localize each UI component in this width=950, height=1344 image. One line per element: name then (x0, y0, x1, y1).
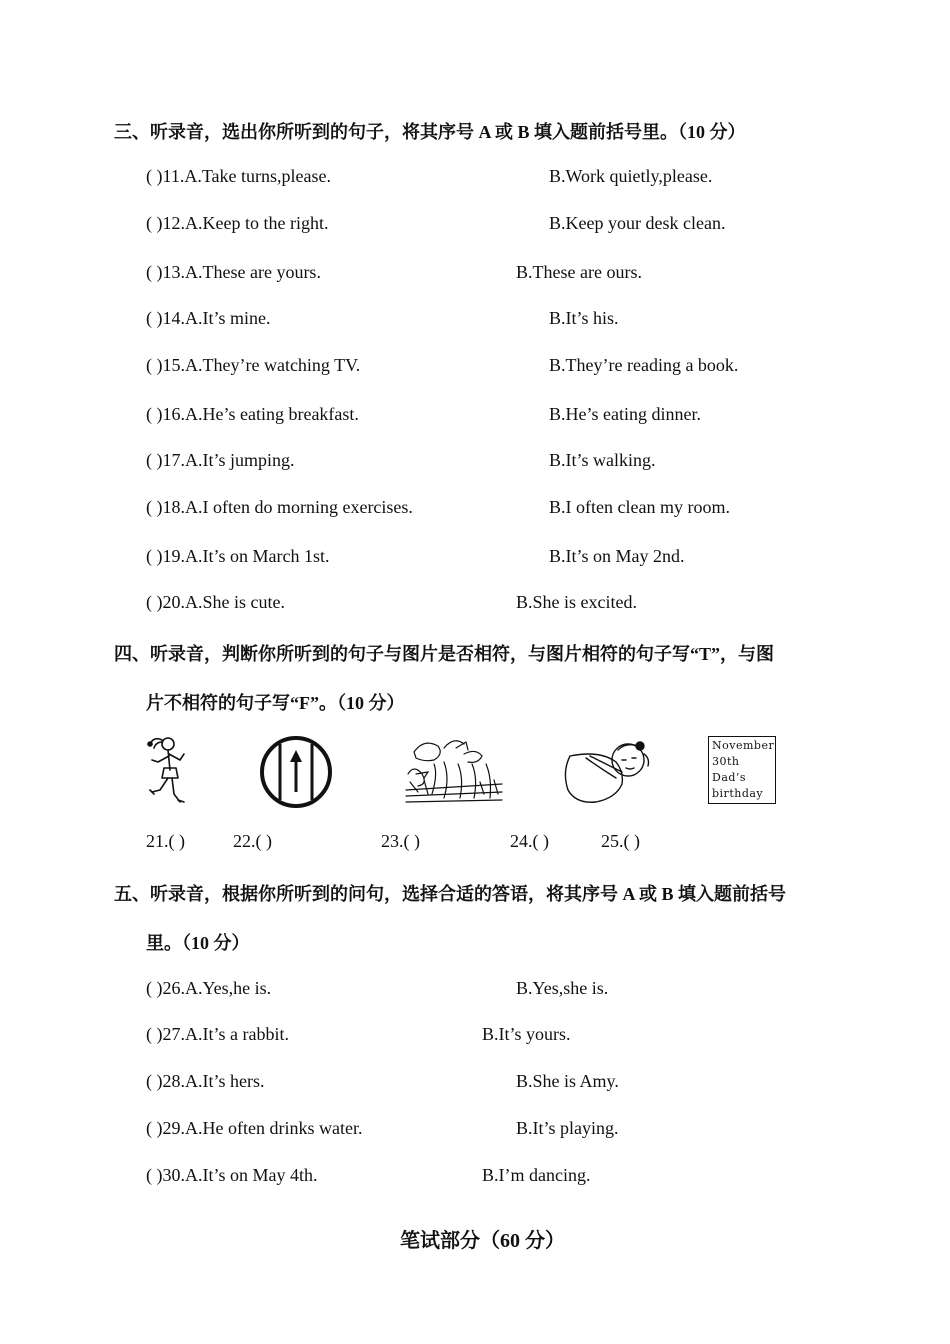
answer-blank-24: 24.( ) (510, 831, 549, 851)
question-27-option-b: B.It’s yours. (482, 1024, 571, 1044)
calendar-line-day: 30th (712, 755, 740, 768)
section5-heading-line2: 里。（10 分） (146, 933, 250, 953)
question-15-option-a: ( )15.A.They’re watching TV. (146, 355, 361, 375)
calendar-line-owner: Dad’s (712, 771, 747, 784)
question-16-option-b: B.He’s eating dinner. (549, 404, 701, 424)
question-19-option-b: B.It’s on May 2nd. (549, 546, 685, 566)
question-14-option-a: ( )14.A.It’s mine. (146, 308, 271, 328)
question-14-option-b: B.It’s his. (549, 308, 619, 328)
question-20-option-a: ( )20.A.She is cute. (146, 592, 285, 612)
section4-heading-line2: 片不相符的句子写“F”。（10 分） (146, 693, 405, 713)
question-18-option-a: ( )18.A.I often do morning exercises. (146, 497, 413, 517)
calendar-line-event: birthday (712, 787, 764, 800)
answer-blank-23: 23.( ) (381, 831, 420, 851)
animals-in-grass-picture (404, 734, 504, 808)
question-12-option-b: B.Keep your desk clean. (549, 213, 726, 233)
section4-heading-line1: 四、听录音，判断你所听到的句子与图片是否相符，与图片相符的句子写“T”，与图 (114, 644, 775, 664)
question-28-option-b: B.She is Amy. (516, 1071, 619, 1091)
question-17-option-a: ( )17.A.It’s jumping. (146, 450, 295, 470)
question-29-option-b: B.It’s playing. (516, 1118, 619, 1138)
question-30-option-a: ( )30.A.It’s on May 4th. (146, 1165, 318, 1185)
sleeping-baby-picture (560, 738, 652, 808)
question-13-option-a: ( )13.A.These are yours. (146, 262, 321, 282)
question-29-option-a: ( )29.A.He often drinks water. (146, 1118, 363, 1138)
calendar-line-month: November (712, 739, 775, 752)
question-11-option-a: ( )11.A.Take turns,please. (146, 166, 332, 186)
question-20-option-b: B.She is excited. (516, 592, 637, 612)
question-26-option-a: ( )26.A.Yes,he is. (146, 978, 272, 998)
question-27-option-a: ( )27.A.It’s a rabbit. (146, 1024, 289, 1044)
question-30-option-b: B.I’m dancing. (482, 1165, 591, 1185)
question-26-option-b: B.Yes,she is. (516, 978, 609, 998)
question-13-option-b: B.These are ours. (516, 262, 642, 282)
question-18-option-b: B.I often clean my room. (549, 497, 730, 517)
question-11-option-b: B.Work quietly,please. (549, 166, 713, 186)
question-16-option-a: ( )16.A.He’s eating breakfast. (146, 404, 359, 424)
running-girl-picture (140, 732, 192, 810)
question-28-option-a: ( )28.A.It’s hers. (146, 1071, 265, 1091)
section5-heading-line1: 五、听录音，根据你所听到的问句，选择合适的答语，将其序号 A 或 B 填入题前括号 (114, 884, 787, 904)
answer-blank-25: 25.( ) (601, 831, 640, 851)
question-17-option-b: B.It’s walking. (549, 450, 656, 470)
calendar-picture (708, 736, 776, 804)
question-19-option-a: ( )19.A.It’s on March 1st. (146, 546, 330, 566)
question-12-option-a: ( )12.A.Keep to the right. (146, 213, 329, 233)
question-15-option-b: B.They’re reading a book. (549, 355, 739, 375)
answer-blank-22: 22.( ) (233, 831, 272, 851)
section3-heading: 三、听录音，选出你所听到的句子，将其序号 A 或 B 填入题前括号里。（10 分） (114, 122, 746, 142)
keep-right-sign-picture (256, 732, 336, 812)
written-section-title: 笔试部分（60 分） (400, 1230, 565, 1252)
answer-blank-21: 21.( ) (146, 831, 185, 851)
